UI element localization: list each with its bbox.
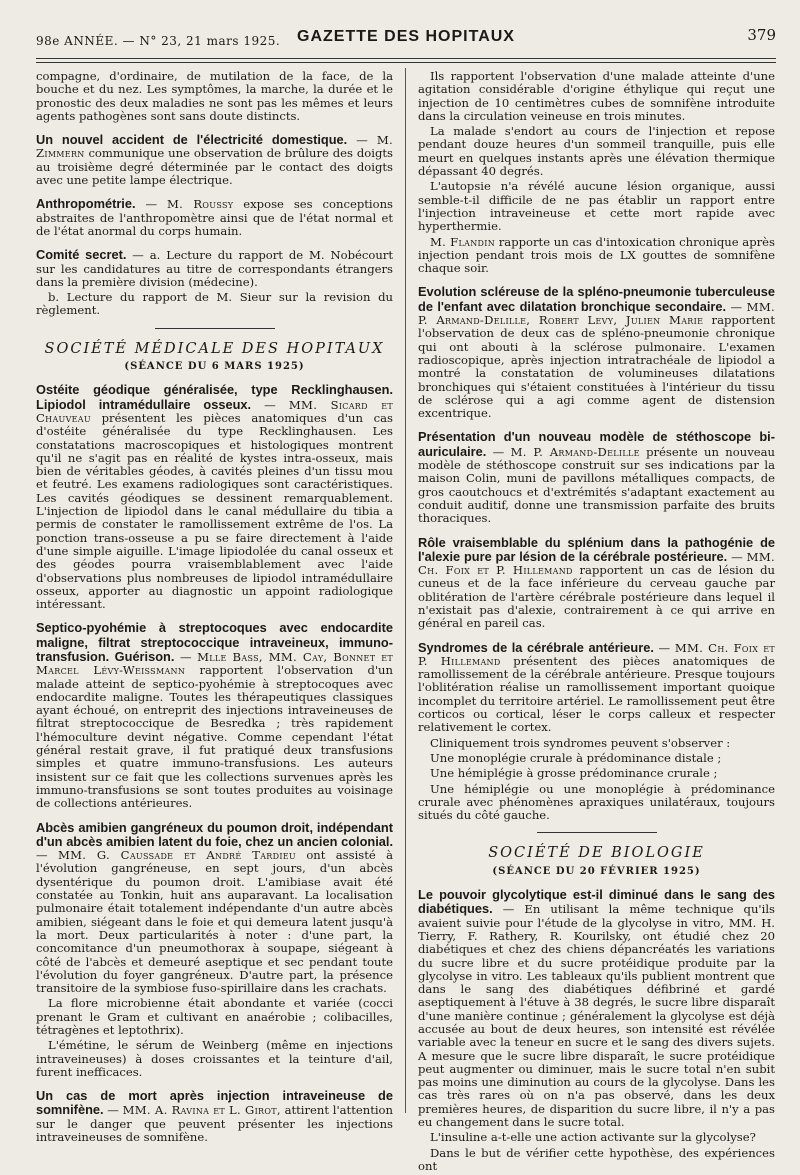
society-title: SOCIÉTÉ DE BIOLOGIE (488, 845, 705, 862)
society-session: (SÉANCE DU 20 FÉVRIER 1925) (492, 865, 701, 877)
article-text: expose ses conceptions abstraites de l'anthropomètre ainsi que de l'état normal et de l'état anormal du corps humain. (36, 197, 393, 238)
article-text: présentent les pièces anatomiques d'un cas d'ostéite généralisée du type Recklinghausen. Les constatations macroscopiques et histologiques montrent qu'il ne s'agit pas en réalité de kystes intra-osseux, mais bien de véritables géodes, à cavités pleines d'un tissu mou et feutré. Les examens radiologiques sont caractéristiques. Les cavités géodiques se dessinent remarquablement. L'injection de lipiodol dans le canal médullaire du tibia a permis de constater le ramollissement extrême de l'os. La ponction trans-osseuse a pu se faire directement à l'aide d'une simple aiguille. L'image lipiodolée du canal osseux et des géodes pourra vraisemblablement avec l'aide d'observations plus nombreuses de lipiodol intramédullaire osseux, apporter au diagnostic un appoint radiologique intéressant. (36, 410, 393, 612)
article-evolution: Evolution scléreuse de la spléno-pneumonie tuberculeuse de l'enfant avec dilatation bronchique secondaire. — MM. P. Armand-Delille, Robert Levy, Julien Marie rapportent l'observation de deux cas de spléno-pneumonie chronique qui ont abouti à la sclérose pulmonaire. L'examen radioscopique, après injection intratrachéale de lipiodol a montré la constatation de volumineuses dilatations bronchiques qui s'étaient constituées à l'intérieur du tissu de sclérose qui a agi comme agent de distension excentrique. (418, 284, 775, 421)
article-text: Une monoplégie crurale à prédominance distale ; (430, 750, 722, 765)
article-title: Anthropométrie. (36, 196, 136, 212)
article-author: M. Zimmern (36, 133, 394, 161)
article-text: rapporte un cas d'intoxication chronique après injection pendant trois mois de LX gouttes de somnifène chaque soir. (418, 234, 775, 276)
article-text: Une hémiplégie ou une monoplégie à prédominance crurale avec phénomènes apraxiques unilatéraux, toujours situés du côté gauche. (418, 781, 775, 823)
article-abces: Abcès amibien gangréneux du poumon droit, indépendant d'un abcès amibien latent du foie, chez un ancien colonial. — MM. G. Caussade et André Tardieu ont assisté à l'évolution gangréneuse, en sept jours, d'un abcès dysentérique du poumon droit. L'amibiase avait été constatée au Tonkin, huit ans auparavant. La localisation pulmonaire était totalement indépendante d'un autre abcès amibien, siégeant dans le foie et qui demeura latent jusqu'à la mort. Deux particularités à noter : d'une part, la concomitance d'un pneumothorax à soupape, siégeant à côté de l'abcès et demeuré aseptique et sec pendant toute l'évolution du foyer gangréneux. D'autre part, la présence transitoire de la symbiose fuso-spirillaire dans les crachats. La flore microbienne était abondante et variée (cocci prenant le Gram et cultivant en anaérobie ; colibacilles, tétragènes et leptothrix). L'émétine, le sérum de Weinberg (même en injections intraveineuses) à doses croissantes et la teinture d'ail, furent inefficaces. (36, 819, 393, 1079)
article-title: Le pouvoir glycolytique est-il diminué dans le sang des diabétiques. (418, 887, 775, 917)
issue-info: 98e ANNÉE. — N° 23, 21 mars 1925. (36, 34, 281, 48)
society-session: (SÉANCE DU 6 MARS 1925) (124, 361, 305, 373)
society-title: SOCIÉTÉ MÉDICALE DES HOPITAUX (44, 340, 385, 357)
article-glycolyse: Le pouvoir glycolytique est-il diminué dans le sang des diabétiques. — En utilisant la même technique qu'ils avaient suivie pour l'étude de la glycolyse in vitro, MM. H. Tierry, F. Rathery, R. Kourilsky, ont étudié chez 20 diabétiques et chez des chiens dépancréatés les variations du sucre libre et du sucre protéidique produite par la glycolyse in vitro. Les tableaux qu'ils publient montrent que dans le sang des diabétiques défibriné et gardé aseptiquement à l'étuve à 38 degrés, le sucre libre disparaît d'une manière continue ; généralement la glycolyse est déjà accusée au bout de deux heures, son intensité est révélée variable avec la teneur en sucre et le sang des divers sujets. A mesure que le sucre libre disparaît, le sucre protéidique peut augmenter ou diminuer, mais le sucre total n'en subit pas moins une diminution au cours de la glycolyse. Dans les cas très rares où on n'a pas observé, dans les deux premières heures, de disparition du sucre libre, il n'y a pas eu changement dans le sucre total. L'insuline a-t-elle une action activante sur la glycolyse? Dans le but de vérifier cette hypothèse, des expériences ont (418, 887, 775, 1173)
page-header (36, 24, 776, 50)
article-title: Abcès amibien gangréneux du poumon droit, indépendant d'un abcès amibien latent du foie, chez un ancien colonial. (36, 819, 393, 849)
article-author: M. Flandin (430, 234, 495, 249)
article-author: Mlle Bass, MM. Cay, Bonnet et Marcel Lévy-Weissmann (36, 649, 393, 678)
article-text: La flore microbienne était abondante et variée (cocci prenant le Gram et cultivant en anaérobie ; colibacilles, tétragènes et leptothrix). (36, 996, 393, 1037)
article-author: M. Roussy (167, 197, 234, 212)
article-author: MM. P. Armand-Delille, Robert Levy, Julien Marie (418, 299, 775, 328)
article-text: Cliniquement trois syndromes peuvent s'observer : (430, 735, 731, 750)
article-text: a. Lecture du rapport de M. Nobécourt sur les candidatures au titre de correspondants étrangers dans la première division (médecine). (36, 248, 393, 289)
article-title: Un cas de mort après injection intraveineuse de somnifène. (36, 1088, 393, 1118)
article-text: L'émétine, le sérum de Weinberg (même en injections intraveineuses) à doses croissantes et la teinture d'ail, furent inefficaces. (36, 1038, 393, 1079)
article-title: Septico-pyohémie à streptocoques avec endocardite maligne, filtrat streptococcique intraveineux, immuno-transfusion. Guérison. (36, 620, 393, 664)
article-somnifene: Un cas de mort après injection intraveineuse de somnifène. — MM. A. Ravina et L. Girot, attirent l'attention sur le danger que peuvent présenter les injections intraveineuses de somnifène. (36, 1088, 394, 1145)
article-osteite: Ostéite géodique généralisée, type Recklinghausen. Lipiodol intramédullaire osseux. — MM. Sicard et Chauveau présentent les pièces anatomiques d'un cas d'ostéite généralisée du type Recklinghausen. Les constatations macroscopiques et histologiques montrent qu'il ne s'agit pas en réalité de kystes intra-osseux, mais bien de véritables géodes, à cavités pleines d'un tissu mou et feutré. Les examens radiologiques sont caractéristiques. Les cavités géodiques se dessinent remarquablement. L'injection de lipiodol dans le canal médullaire du tibia a permis de constater le ramollissement extrême de l'os. La ponction trans-osseuse a pu se faire directement à l'aide d'une simple aiguille. L'image lipiodolée du canal osseux et des géodes pourra vraisemblablement avec l'aide d'observations plus nombreuses de lipiodol intramédullaire osseux, apporter au diagnostic un appoint radiologique intéressant. (36, 382, 394, 612)
section-rule (537, 832, 657, 833)
article-author: MM. Ch. Foix et P. Hillemand (418, 640, 775, 668)
right-column (418, 70, 775, 1175)
article-stethoscope: Présentation d'un nouveau modèle de stéthoscope bi-auriculaire. — M. P. Armand-Delille présente un nouveau modèle de stéthoscope construit sur ses indications par la maison Colin, muni de pavillons métalliques compacts, de gros caoutchoucs et d'extrémités s'adaptant exactement au conduit auditif, donne une transmission parfaite des bruits thoraciques. (418, 429, 775, 526)
article-text: La malade s'endort au cours de l'injection et repose pendant douze heures d'un sommeil tranquille, puis elle meurt en quelques instants après une élévation thermique dépassant 40 degrés. (418, 124, 775, 179)
article-text: attirent l'attention sur le danger que peuvent présenter les injections intraveineuses de somnifène. (36, 1103, 394, 1145)
article-text: Dans le but de vérifier cette hypothèse, des expériences ont (418, 1145, 775, 1173)
article-title: Syndromes de la cérébrale antérieure. (418, 639, 654, 655)
article-syndromes: Syndromes de la cérébrale antérieure. — MM. Ch. Foix et P. Hillemand présentent des pièces anatomiques de ramollissement de la cérébrale antérieure. Presque toujours l'oblitération réalise un ramollissement important quoique incomplet du territoire artériel. Le ramollissement peut être corticos ou cortical, léser le corps calleux et respecter relativement le cortex. Cliniquement trois syndromes peuvent s'observer : Une monoplégie crurale à prédominance distale ; Une hémiplégie à grosse prédominance crurale ; Une hémiplégie ou une monoplégie à prédominance crurale avec phénomènes apraxiques unilatéraux, toujours situés du côté gauche. (418, 639, 775, 823)
article-text: L'insuline a-t-elle une action activante sur la glycolyse? (430, 1130, 756, 1145)
article-text: En utilisant la même technique qu'ils avaient suivie pour l'étude de la glycolyse in vitro, MM. H. Tierry, F. Rathery, R. Kourilsky, ont étudié chez 20 diabétiques et chez des chiens dépancréatés les variations du sucre libre et du sucre protéidique produite par la glycolyse in vitro. Les tableaux qu'ils publient montrent que dans le sang des diabétiques défibriné et gardé aseptiquement à l'étuve à 38 degrés, le sucre libre disparaît d'une manière continue ; généralement la glycolyse est déjà accusée au bout de deux heures, son intensité est révélée variable avec la teneur en sucre et le sang des divers sujets. A mesure que le sucre libre disparaît, le sucre protéidique peut augmenter ou diminuer, mais le sucre total n'en subit pas moins une diminution au cours de la glycolyse. Dans les cas très rares où on n'a pas observé, dans les deux premières heures, de disparition du sucre libre, il n'y a pas eu changement dans le sucre total. (418, 902, 775, 1130)
header-rule-2 (36, 62, 776, 63)
article-anthropometrie: Anthropométrie. — M. Roussy expose ses conceptions abstraites de l'anthropomètre ainsi que de l'état normal et de l'état anormal du corps humain. (36, 196, 393, 238)
article-author: M. P. Armand-Delille (510, 444, 640, 459)
page-number: 379 (747, 26, 776, 44)
column-divider (405, 68, 406, 1113)
article-text: présentent des pièces anatomiques de ramollissement de la cérébrale antérieure. Presque toujours l'oblitération réalise un ramollissement important quoique incomplet du territoire artériel. Le ramollissement peut être corticos ou cortical, léser le corps calleux et respecter relativement le cortex. (418, 653, 775, 735)
article-electricite: Un nouvel accident de l'électricité domestique. — M. Zimmern communique une observation de brûlure des doigts au troisième degré déterminée par le contact des doigts avec une petite lampe électrique. (36, 132, 394, 188)
article-title: Ostéite géodique généralisée, type Recklinghausen. Lipiodol intramédullaire osseux. (36, 382, 393, 412)
left-column (36, 70, 393, 1146)
article-text: communique une observation de brûlure des doigts au troisième degré déterminée par le contact des doigts avec une petite lampe électrique. (36, 146, 394, 188)
article-author: MM. Ch. Foix et P. Hillemand (418, 549, 775, 578)
article-title: Présentation d'un nouveau modèle de stéthoscope bi-auriculaire. (418, 429, 775, 459)
article-text: ont assisté à l'évolution gangréneuse, en sept jours, d'un abcès dysentérique du poumon droit. L'amibiase avait été constatée au Tonkin, huit ans auparavant. La localisation pulmonaire était totalement indépendante d'un autre abcès amibien, siégeant dans le foie et qui demeura latent jusqu'à la mort. Deux particularités à noter : d'une part, la concomitance d'un pneumothorax à soupape, siégeant à côté de l'abcès et demeuré aseptique et sec pendant toute l'évolution du foyer gangréneux. D'autre part, la présence transitoire de la symbiose fuso-spirillaire dans les crachats. (36, 848, 393, 996)
article-title: Un nouvel accident de l'électricité domestique. (36, 132, 348, 148)
article-title: Rôle vraisemblable du splénium dans la pathogénie de l'alexie pure par lésion de la cérébrale postérieure. (418, 534, 775, 564)
article-text: L'autopsie n'a révélé aucune lésion organique, aussi semble-t-il difficile de ne pas établir un rapport entre l'injection intraveineuse et cette mort rapide avec hyperthermie. (418, 179, 775, 234)
article-text: présente un nouveau modèle de stéthoscope construit sur ses indications par la maison Colin, muni de pavillons métalliques compacts, de gros caoutchoucs et d'extrémités s'adaptant exactement au conduit auditif, donne une transmission parfaite des bruits thoraciques. (418, 444, 775, 526)
article-author: MM. A. Ravina et L. Girot, (122, 1103, 281, 1118)
article-author: MM. Sicard et Chauveau (36, 397, 394, 425)
header-rule (36, 58, 776, 59)
section-rule (155, 328, 275, 329)
intro-paragraph: compagne, d'ordinaire, de mutilation de la face, de la bouche et du nez. Les symptômes, la marche, la durée et le pronostic des deux maladies ne sont pas les mêmes et leurs agents pathogènes sont sans doute distincts. (36, 69, 393, 123)
article-author: MM. G. Caussade et André Tardieu (57, 848, 296, 863)
article-text: rapportent l'observation d'un malade atteint de septico-pyohémie à streptocoques avec endocardite maligne. Toutes les thérapeutiques classiques ayant échoué, on entreprit des injections intraveineuses de filtrat streptococcique de Besredka ; très rapidement l'hémoculture devint négative. Comme cependant l'état général restait grave, il fut pratiqué deux transfusions simples et quatre immuno-transfusions. Les auteurs insistent sur ce fait que les collections survenues après les immuno-transfusions se sont toutes produites au voisinage de collections antérieures. (36, 663, 393, 811)
article-text: b. Lecture du rapport de M. Sieur sur la revision du règlement. (36, 290, 393, 318)
journal-title: GAZETTE DES HOPITAUX (297, 28, 515, 45)
article-text: rapportent l'observation de deux cas de spléno-pneumonie chronique qui ont abouti à la sclérose pulmonaire. L'examen radioscopique, après injection intratrachéale de lipiodol a montré la constatation de volumineuses dilatations bronchiques qui s'étaient constituées à l'intérieur du tissu de sclérose qui a agi comme agent de distension excentrique. (418, 313, 775, 421)
article-text: rapportent un cas de lésion du cuneus et de la face inférieure du cerveau gauche par oblitération de l'artère cérébrale postérieure dans lequel il n'existait pas d'alexie, contrairement à ce qui arrive en général en pareil cas. (418, 563, 775, 631)
article-septico: Septico-pyohémie à streptocoques avec endocardite maligne, filtrat streptococcique intraveineux, immuno-transfusion. Guérison. — Mlle Bass, MM. Cay, Bonnet et Marcel Lévy-Weissmann rapportent l'observation d'un malade atteint de septico-pyohémie à streptocoques avec endocardite maligne. Toutes les thérapeutiques classiques ayant échoué, on entreprit des injections intraveineuses de filtrat streptococcique de Besredka ; très rapidement l'hémoculture devint négative. Comme cependant l'état général restait grave, il fut pratiqué deux transfusions simples et quatre immuno-transfusions. Les auteurs insistent sur ce fait que les collections survenues après les immuno-transfusions se sont toutes produites au voisinage de collections antérieures. (36, 620, 393, 811)
article-title: Evolution scléreuse de la spléno-pneumonie tuberculeuse de l'enfant avec dilatation bronchique secondaire. (418, 284, 775, 314)
article-title: Comité secret. (36, 247, 127, 263)
article-splenium: Rôle vraisemblable du splénium dans la pathogénie de l'alexie pure par lésion de la cérébrale postérieure. — MM. Ch. Foix et P. Hillemand rapportent un cas de lésion du cuneus et de la face inférieure du cerveau gauche par oblitération de l'artère cérébrale postérieure dans lequel il n'existait pas d'alexie, contrairement à ce qui arrive en général en pareil cas. (418, 534, 775, 631)
article-comite-secret: Comité secret. — a. Lecture du rapport de M. Nobécourt sur les candidatures au titre de correspondants étrangers dans la première division (médecine). b. Lecture du rapport de M. Sieur sur la revision du règlement. (36, 247, 393, 318)
article-text: Une hémiplégie à grosse prédominance crurale ; (430, 766, 718, 781)
article-text: Ils rapportent l'observation d'une malade atteinte d'une agitation considérable d'origine éthylique qui reçut une injection de 10 centimètres cubes de somnifène introduite dans la circulation veineuse en trois minutes. (418, 69, 775, 123)
